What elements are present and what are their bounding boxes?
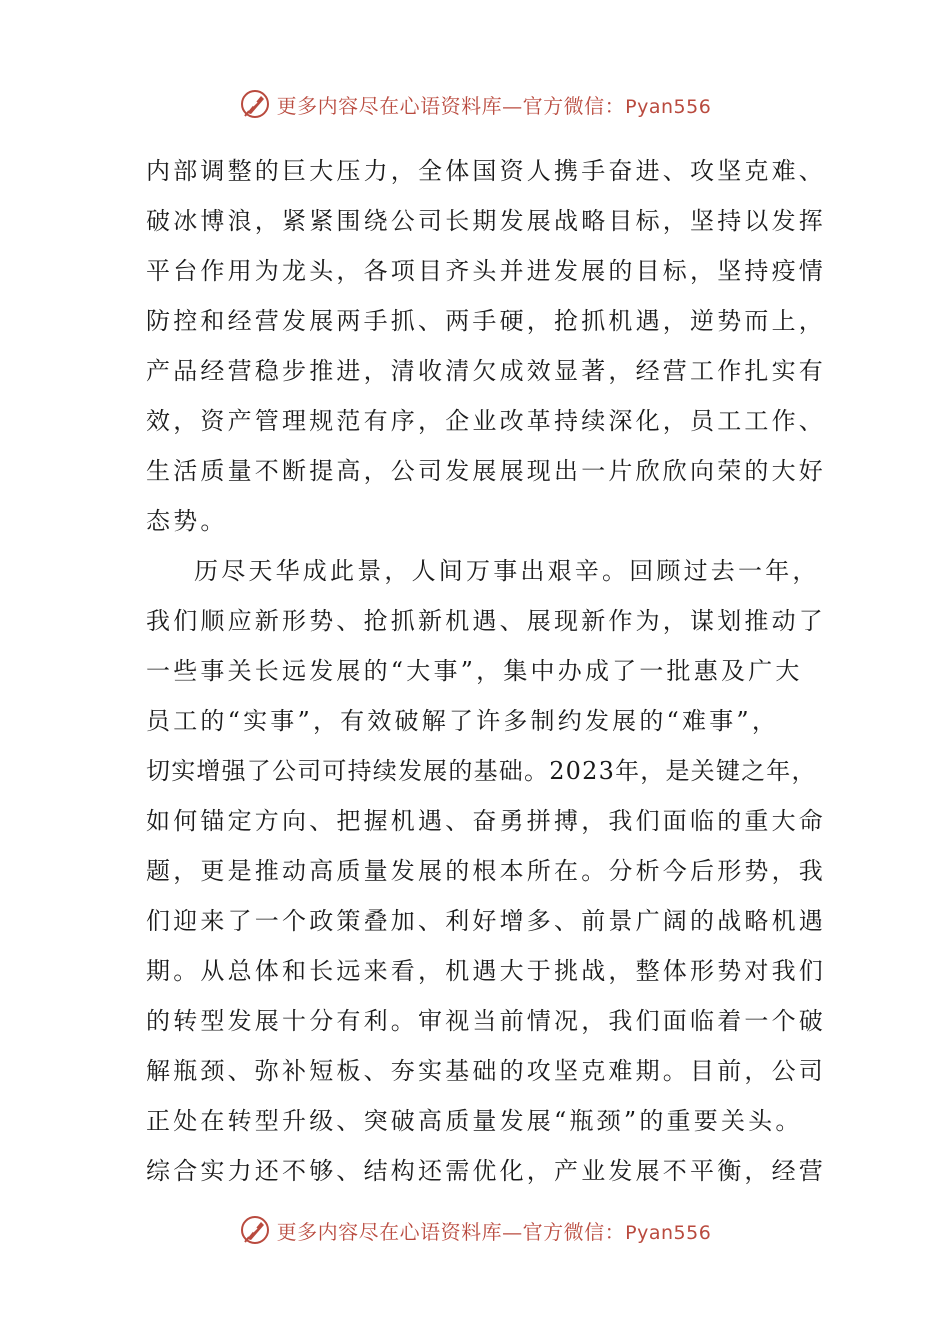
text-line: 综合实力还不够、结构还需优化，产业发展不平衡，经营	[146, 1157, 826, 1185]
text-line: 效，资产管理规范有序，企业改革持续深化，员工工作、	[146, 407, 826, 435]
paragraph-first-line: 历尽天华成此景，人间万事出艰辛。回顾过去一年，	[194, 557, 820, 585]
text-line: 我们顺应新形势、抢抓新机遇、展现新作为，谋划推动了	[146, 607, 826, 635]
text-line: 防控和经营发展两手抓、两手硬，抢抓机遇，逆势而上，	[146, 307, 826, 335]
text-line: 内部调整的巨大压力，全体国资人携手奋进、攻坚克难、	[146, 157, 826, 185]
watermark-text	[277, 1216, 712, 1245]
text-line: 员工的“实事”，有效破解了许多制约发展的“难事”，	[146, 707, 780, 735]
text-line: 态势。	[146, 507, 228, 535]
text-line: 产品经营稳步推进，清收清欠成效显著，经营工作扎实有	[146, 357, 826, 385]
text-line: 平台作用为龙头，各项目齐头并进发展的目标，坚持疫情	[146, 257, 826, 285]
watermark-label: 更多内容尽在心语资料库—官方微信：	[276, 93, 626, 118]
header-watermark	[0, 84, 950, 124]
text-line: 期。从总体和长远来看，机遇大于挑战，整体形势对我们	[146, 957, 826, 985]
footer-watermark	[0, 1210, 950, 1250]
quill-pen-logo-icon	[239, 1214, 271, 1246]
text-line: 的转型发展十分有利。审视当前情况，我们面临着一个破	[146, 1007, 826, 1035]
document-body	[146, 146, 826, 1196]
text-line: 生活质量不断提高，公司发展展现出一片欣欣向荣的大好	[146, 457, 826, 485]
text-line: 们迎来了一个政策叠加、利好增多、前景广阔的战略机遇	[146, 907, 826, 935]
text-line: 破冰博浪，紧紧围绕公司长期发展战略目标，坚持以发挥	[146, 207, 826, 235]
text-line: 题，更是推动高质量发展的根本所在。分析今后形势，我	[146, 857, 826, 885]
quill-pen-logo-icon	[239, 88, 271, 120]
text-line: 一些事关长远发展的“大事”，集中办成了一批惠及广大	[146, 657, 803, 685]
watermark-label: 更多内容尽在心语资料库—官方微信：	[276, 1219, 626, 1244]
text-line: 如何锚定方向、把握机遇、奋勇拼搏，我们面临的重大命	[146, 807, 826, 835]
watermark-wechat-id: Pyan556	[625, 1221, 712, 1244]
watermark-wechat-id: Pyan556	[625, 95, 712, 118]
text-line: 切实增强了公司可持续发展的基础。2023年，是关键之年，	[146, 757, 817, 785]
text-line: 正处在转型升级、突破高质量发展“瓶颈”的重要关头。	[146, 1107, 803, 1135]
watermark-text	[277, 90, 712, 119]
text-line: 解瓶颈、弥补短板、夯实基础的攻坚克难期。目前，公司	[146, 1057, 826, 1085]
